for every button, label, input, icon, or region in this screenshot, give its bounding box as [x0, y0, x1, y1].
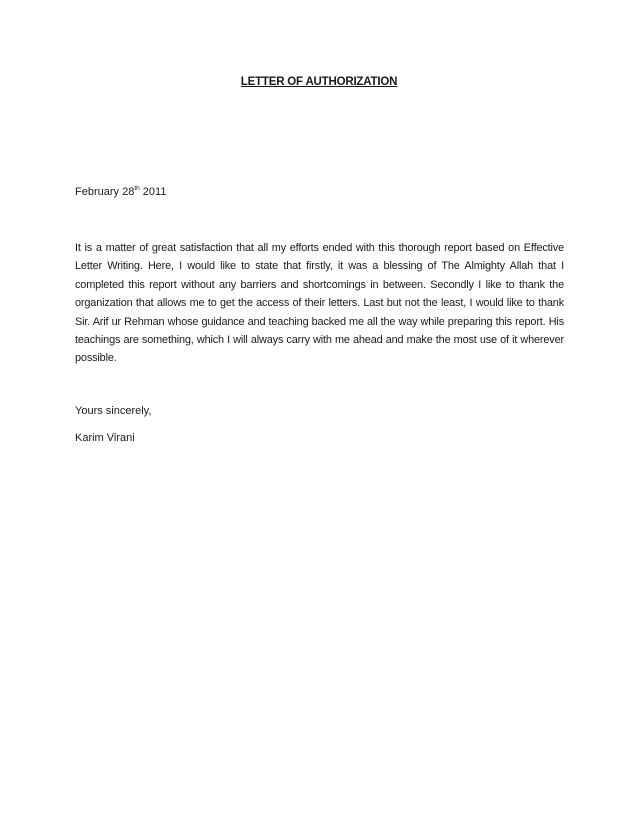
- letter-date: [75, 186, 166, 198]
- letter-signature: Karim Virani: [75, 432, 135, 444]
- date-year: 2011: [142, 186, 167, 198]
- date-ordinal-suffix: th: [134, 185, 140, 192]
- date-month-day: February 28: [75, 186, 135, 198]
- letter-title: LETTER OF AUTHORIZATION: [240, 76, 398, 88]
- letter-body: It is a matter of great satisfaction that all my efforts ended with this thorough report based on Effective Letter Writing. Here, I would like to state that firstly, it was a blessing of The Almighty Allah that I completed this report without any barriers and shortcomings in between. Secondly I like to thank the organization that allows me to get the access of their letters. Last but not the least, I would like to thank Sir. Arif ur Rehman whose guidance and teaching backed me all the way while preparing this report. His teachings are something, which I will always carry with me ahead and make the most use of it wherever possible.: [75, 242, 564, 365]
- letter-closing: Yours sincerely,: [75, 405, 152, 417]
